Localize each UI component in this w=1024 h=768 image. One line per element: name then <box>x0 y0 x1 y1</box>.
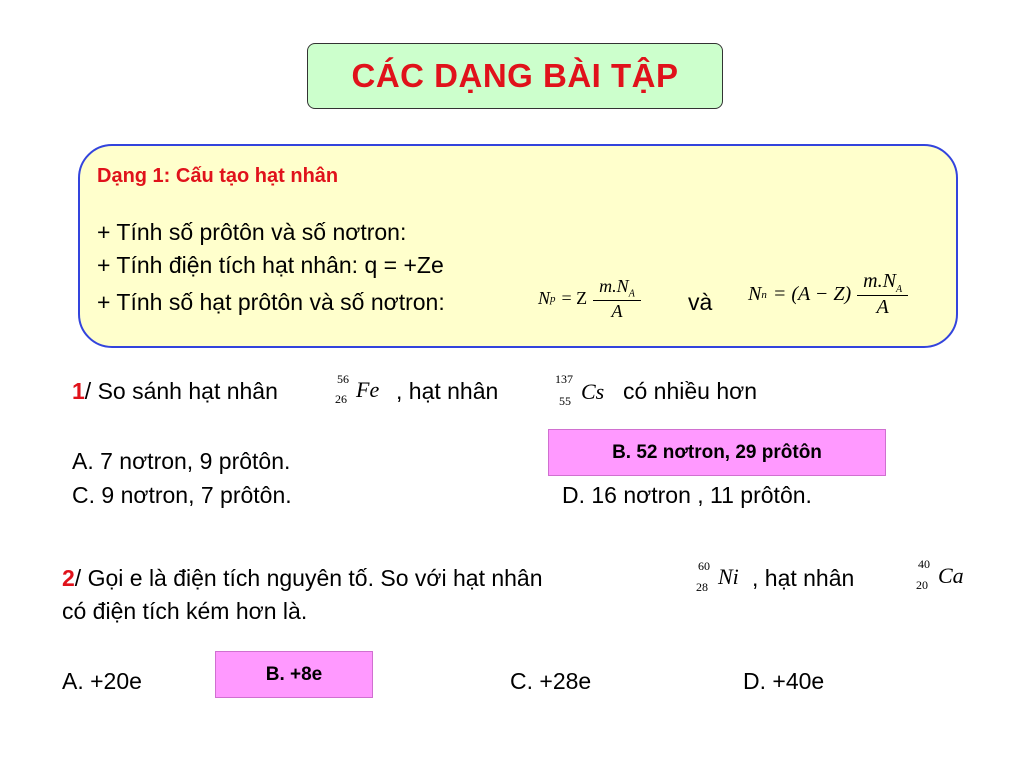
title-box <box>307 43 723 109</box>
q2-ni-z: 28 <box>696 580 708 594</box>
q1-fe-z: 26 <box>335 392 347 406</box>
q1-text <box>72 378 278 405</box>
q2-option-d[interactable]: D. +40e <box>743 668 825 694</box>
q2-option-c[interactable]: C. +28e <box>510 668 592 694</box>
q1-text-a: / So sánh hạt nhân <box>84 378 278 404</box>
formula-np-lhs: N <box>538 288 551 309</box>
q2-isotope-ni <box>696 559 756 599</box>
dang1-line3: + Tính số hạt prôtôn và số nơtron: <box>97 289 445 315</box>
formula-nn-sub: n <box>761 288 767 301</box>
q2-text <box>62 565 543 592</box>
formula-np <box>538 276 641 322</box>
q2-option-b-label: B. +8e <box>265 663 323 685</box>
formula-np-fraction <box>593 276 641 322</box>
q2-option-a[interactable]: A. +20e <box>62 668 142 694</box>
q1-option-a[interactable]: A. 7 nơtron, 9 prôtôn. <box>72 448 291 474</box>
dang1-line1: + Tính số prôtôn và số nơtron: <box>97 219 407 245</box>
q1-text-c: có nhiều hơn <box>623 378 758 404</box>
and-word: và <box>688 289 713 315</box>
formula-nn <box>748 270 908 319</box>
formula-nn-num-sub: A <box>895 284 903 295</box>
dang1-heading: Dạng 1: Cấu tạo hạt nhân <box>97 165 339 187</box>
q1-option-c[interactable]: C. 9 nơtron, 7 prôtôn. <box>72 482 292 508</box>
q1-isotope-fe <box>333 372 393 412</box>
q1-text-b: , hạt nhân <box>396 378 499 404</box>
formula-np-sub: p <box>550 292 556 305</box>
q1-number: 1 <box>72 378 85 404</box>
q1-option-b[interactable] <box>548 429 886 476</box>
formula-nn-mid: = (A − Z) <box>772 283 852 305</box>
formula-nn-den: A <box>876 296 889 318</box>
formula-nn-fraction <box>857 270 908 319</box>
formula-np-mid: = Z <box>561 288 588 309</box>
q1-fe-symbol: Fe <box>356 377 380 402</box>
q2-ca-mass: 40 <box>918 557 930 571</box>
formula-np-den: A <box>611 300 623 321</box>
q1-option-d[interactable]: D. 16 nơtron , 11 prôtôn. <box>562 482 812 508</box>
dang1-line2: + Tính điện tích hạt nhân: q = +Ze <box>97 252 444 278</box>
q1-cs-symbol: Cs <box>581 379 605 404</box>
q1-cs-mass: 137 <box>555 372 573 386</box>
formula-np-num: m.N <box>599 276 629 296</box>
q2-ca-z: 20 <box>916 578 928 592</box>
q2-number: 2 <box>62 565 75 591</box>
q2-option-b[interactable] <box>215 651 373 698</box>
q1-fe-mass: 56 <box>337 372 349 386</box>
page-title: CÁC DẠNG BÀI TẬP <box>351 57 679 94</box>
q2-ca-symbol: Ca <box>938 563 964 588</box>
q2-text-a: / Gọi e là điện tích nguyên tố. So với hạt nhân <box>74 565 543 591</box>
q1-cs-z: 55 <box>559 394 571 408</box>
q2-isotope-ca <box>916 557 976 597</box>
q2-ni-mass: 60 <box>698 559 710 573</box>
formula-np-num-sub: A <box>628 288 635 300</box>
q2-text-b: , hạt nhân <box>752 565 855 591</box>
q1-option-b-label: B. 52 nơtron, 29 prôtôn <box>612 441 822 463</box>
q2-ni-symbol: Ni <box>718 564 739 589</box>
formula-nn-lhs: N <box>748 283 762 305</box>
q1-isotope-cs <box>555 372 615 412</box>
q2-text-c: có điện tích kém hơn là. <box>62 598 308 624</box>
formula-nn-num: m.N <box>863 270 896 292</box>
